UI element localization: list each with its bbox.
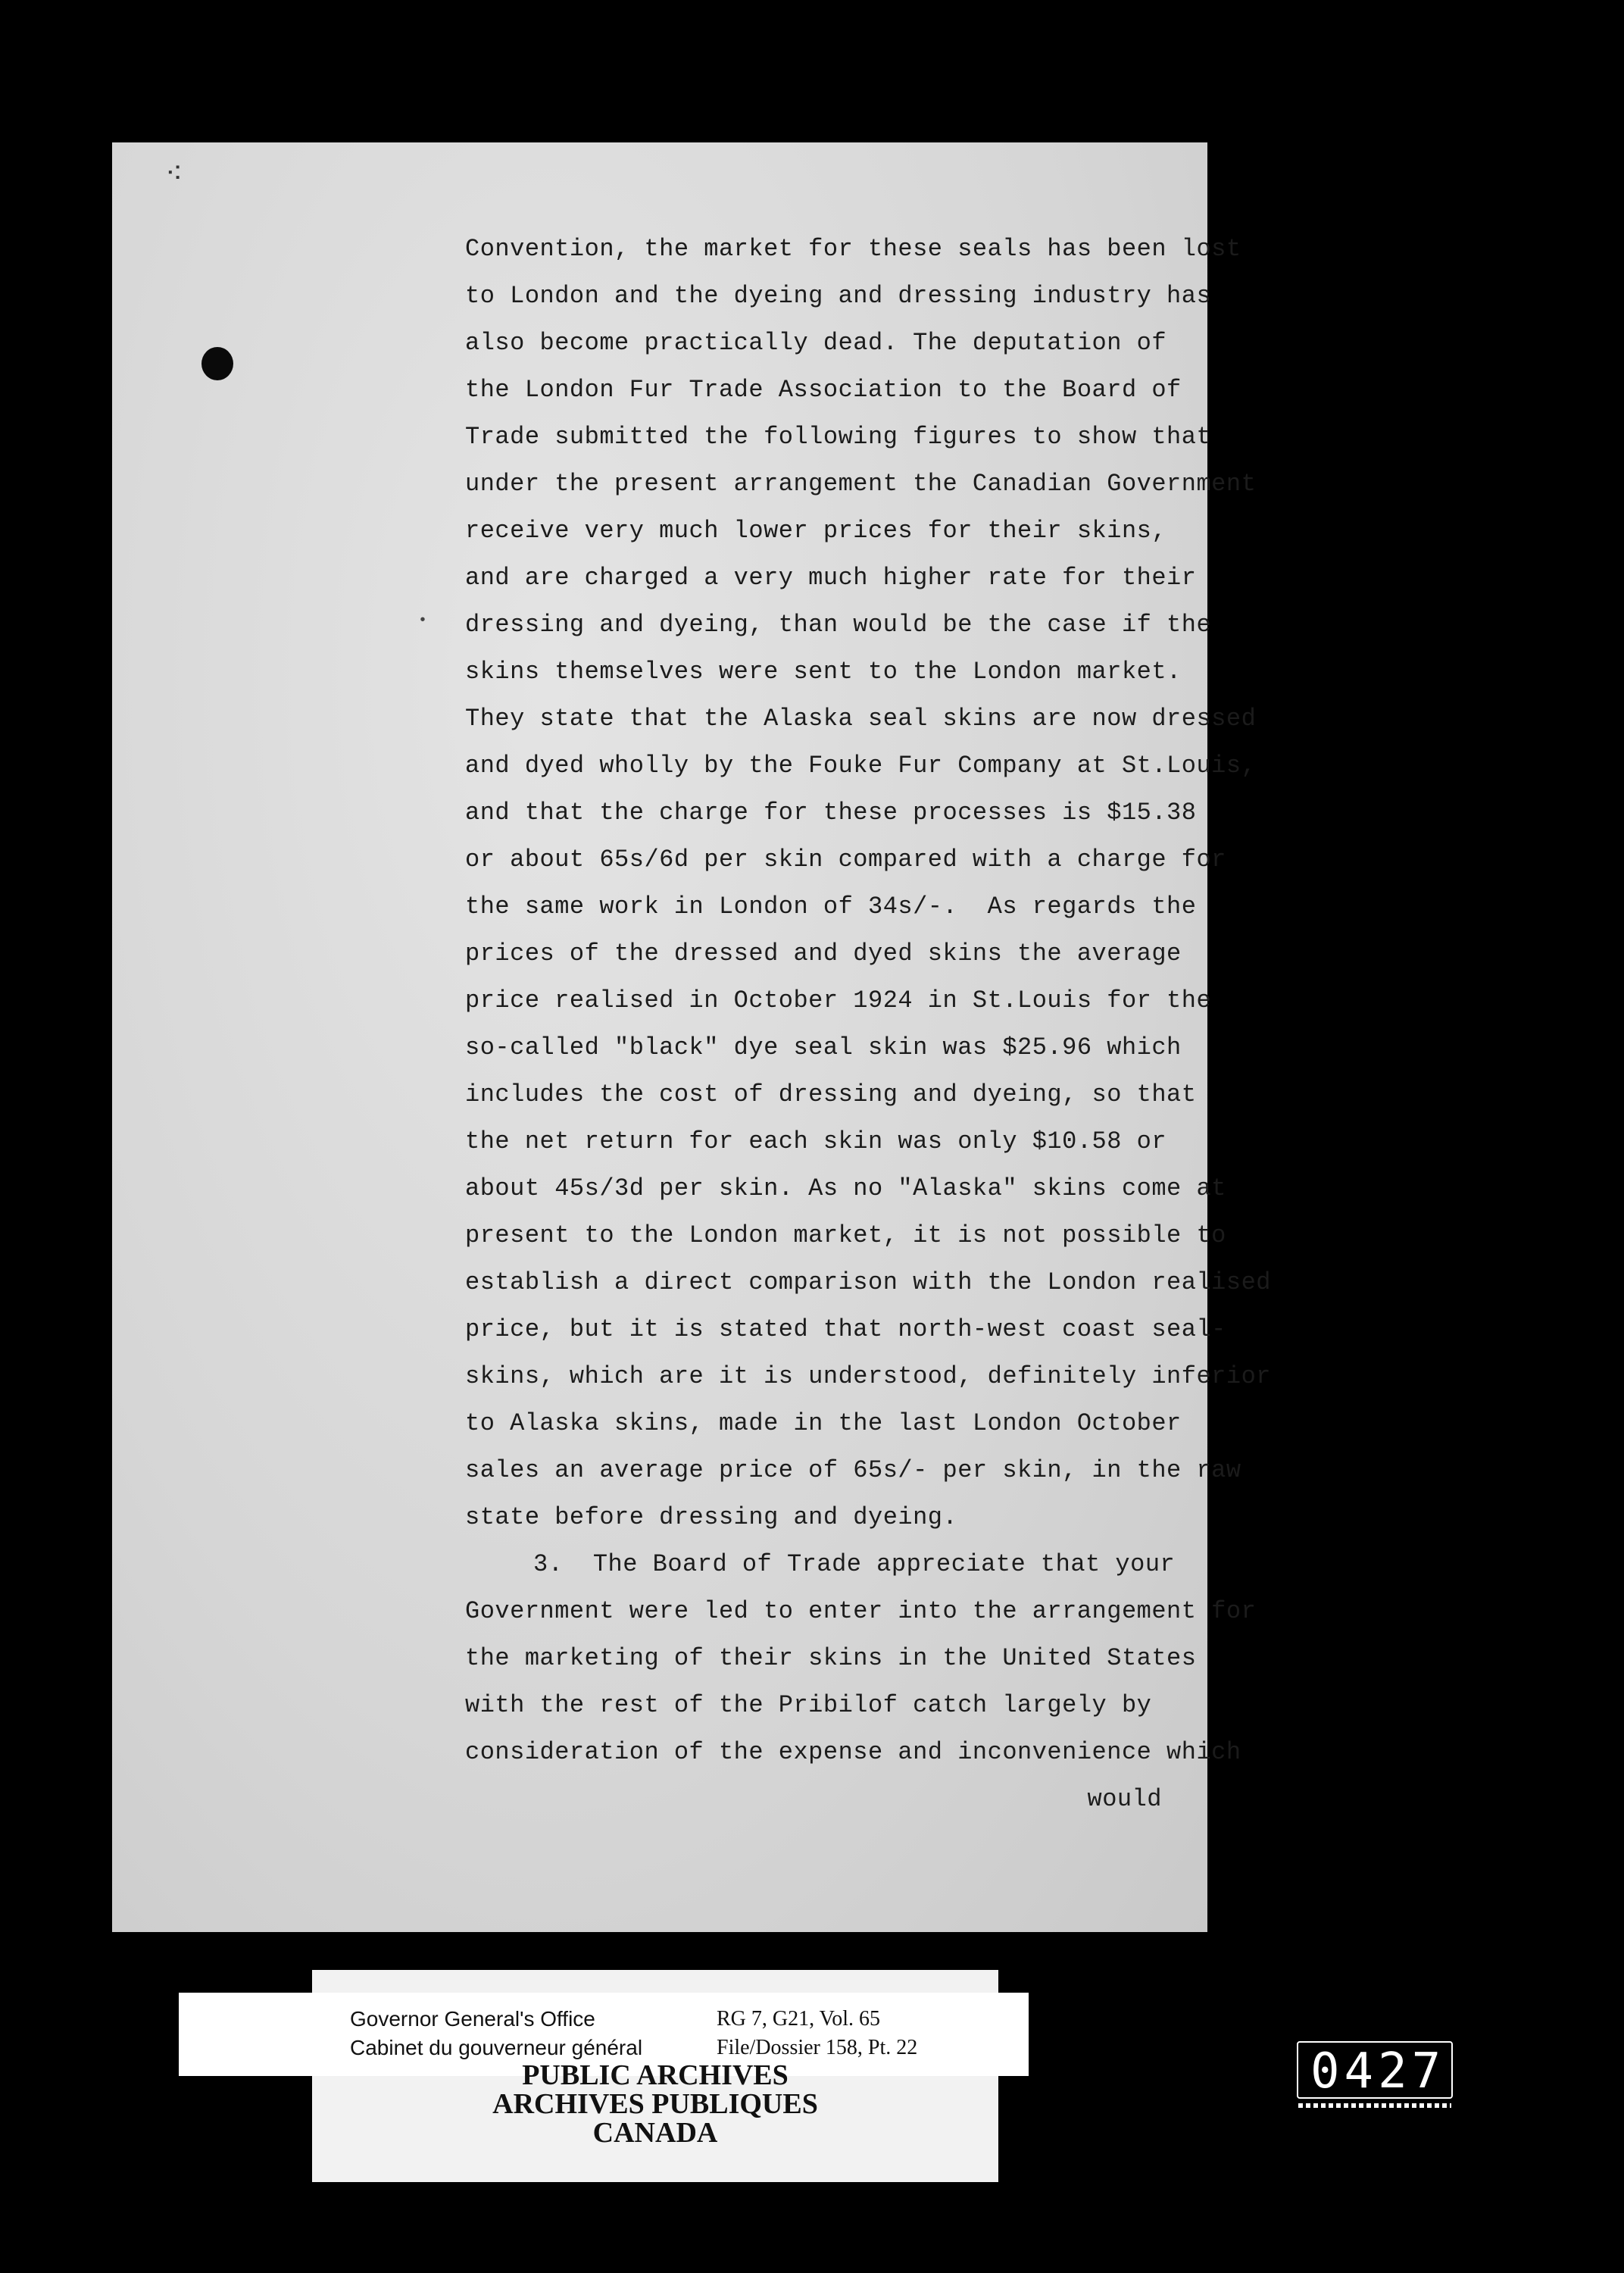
paragraph-start-line: 3. The Board of Trade appreciate that your	[533, 1550, 1176, 1578]
office-names	[350, 2005, 642, 2062]
text-line: skins themselves were sent to the London market.	[465, 658, 1182, 686]
stamp-line-1: PUBLIC ARCHIVES	[522, 2059, 789, 2091]
text-line: and dyed wholly by the Fouke Fur Company at St.Louis,	[465, 752, 1257, 780]
text-line: price, but it is stated that north-west coast seal-	[465, 1315, 1226, 1343]
file-reference	[717, 2005, 917, 2062]
file-number: File/Dossier 158, Pt. 22	[717, 2036, 918, 2059]
document-page	[112, 142, 1271, 1932]
text-line: dressing and dyeing, than would be the case if the	[465, 611, 1212, 639]
text-line: the marketing of their skins in the United States	[465, 1644, 1197, 1672]
stamp-line-3: CANADA	[592, 2117, 718, 2149]
text-line: and are charged a very much higher rate for their	[465, 564, 1197, 592]
text-line: Government were led to enter into the arrangement for	[465, 1597, 1257, 1625]
text-line: skins, which are it is understood, definitely inferior	[465, 1362, 1271, 1390]
archives-stamp	[312, 2061, 998, 2147]
text-line: present to the London market, it is not possible to	[465, 1221, 1226, 1249]
binder-hole	[201, 347, 233, 380]
frame-number: 0427	[1297, 2041, 1453, 2099]
text-line: and that the charge for these processes is $15.38	[465, 799, 1197, 827]
margin-mark: •	[418, 612, 428, 630]
office-fr: Cabinet du gouverneur général	[350, 2036, 643, 2059]
text-line: Trade submitted the following figures to show that	[465, 423, 1212, 451]
text-line: price realised in October 1924 in St.Louis for the	[465, 986, 1212, 1015]
corner-mark: ⁖	[165, 159, 183, 193]
record-group: RG 7, G21, Vol. 65	[717, 2007, 881, 2031]
text-line: sales an average price of 65s/- per skin, in the raw	[465, 1456, 1241, 1484]
catchword: would	[1087, 1785, 1162, 1813]
text-line: the net return for each skin was only $10.58 or	[465, 1127, 1167, 1155]
text-line: about 45s/3d per skin. As no "Alaska" skins come at	[465, 1174, 1226, 1202]
text-line: prices of the dressed and dyed skins the average	[465, 940, 1182, 968]
stamp-line-2: ARCHIVES PUBLIQUES	[492, 2088, 818, 2120]
text-line: also become practically dead. The deputation of	[465, 329, 1167, 357]
text-line: so-called "black" dye seal skin was $25.96 which	[465, 1033, 1182, 1061]
text-line: Convention, the market for these seals has been lost	[465, 235, 1241, 263]
text-line: the same work in London of 34s/-. As regards the	[465, 893, 1197, 921]
text-line: the London Fur Trade Association to the Board of	[465, 376, 1182, 404]
text-line: consideration of the expense and inconvenience which	[465, 1738, 1241, 1766]
text-line: establish a direct comparison with the London realised	[465, 1268, 1271, 1296]
text-line: state before dressing and dyeing.	[465, 1503, 958, 1531]
text-line: to London and the dyeing and dressing industry has	[465, 282, 1212, 310]
text-line: They state that the Alaska seal skins are now dressed	[465, 705, 1257, 733]
text-line: with the rest of the Pribilof catch largely by	[465, 1691, 1152, 1719]
text-line: includes the cost of dressing and dyeing, so that	[465, 1080, 1197, 1108]
text-line: receive very much lower prices for their skins,	[465, 517, 1167, 545]
text-line: under the present arrangement the Canadian Government	[465, 470, 1257, 498]
text-line: or about 65s/6d per skin compared with a charge for	[465, 846, 1226, 874]
office-en: Governor General's Office	[350, 2007, 595, 2031]
text-line: to Alaska skins, made in the last London October	[465, 1409, 1182, 1437]
typed-text	[465, 226, 1271, 1823]
